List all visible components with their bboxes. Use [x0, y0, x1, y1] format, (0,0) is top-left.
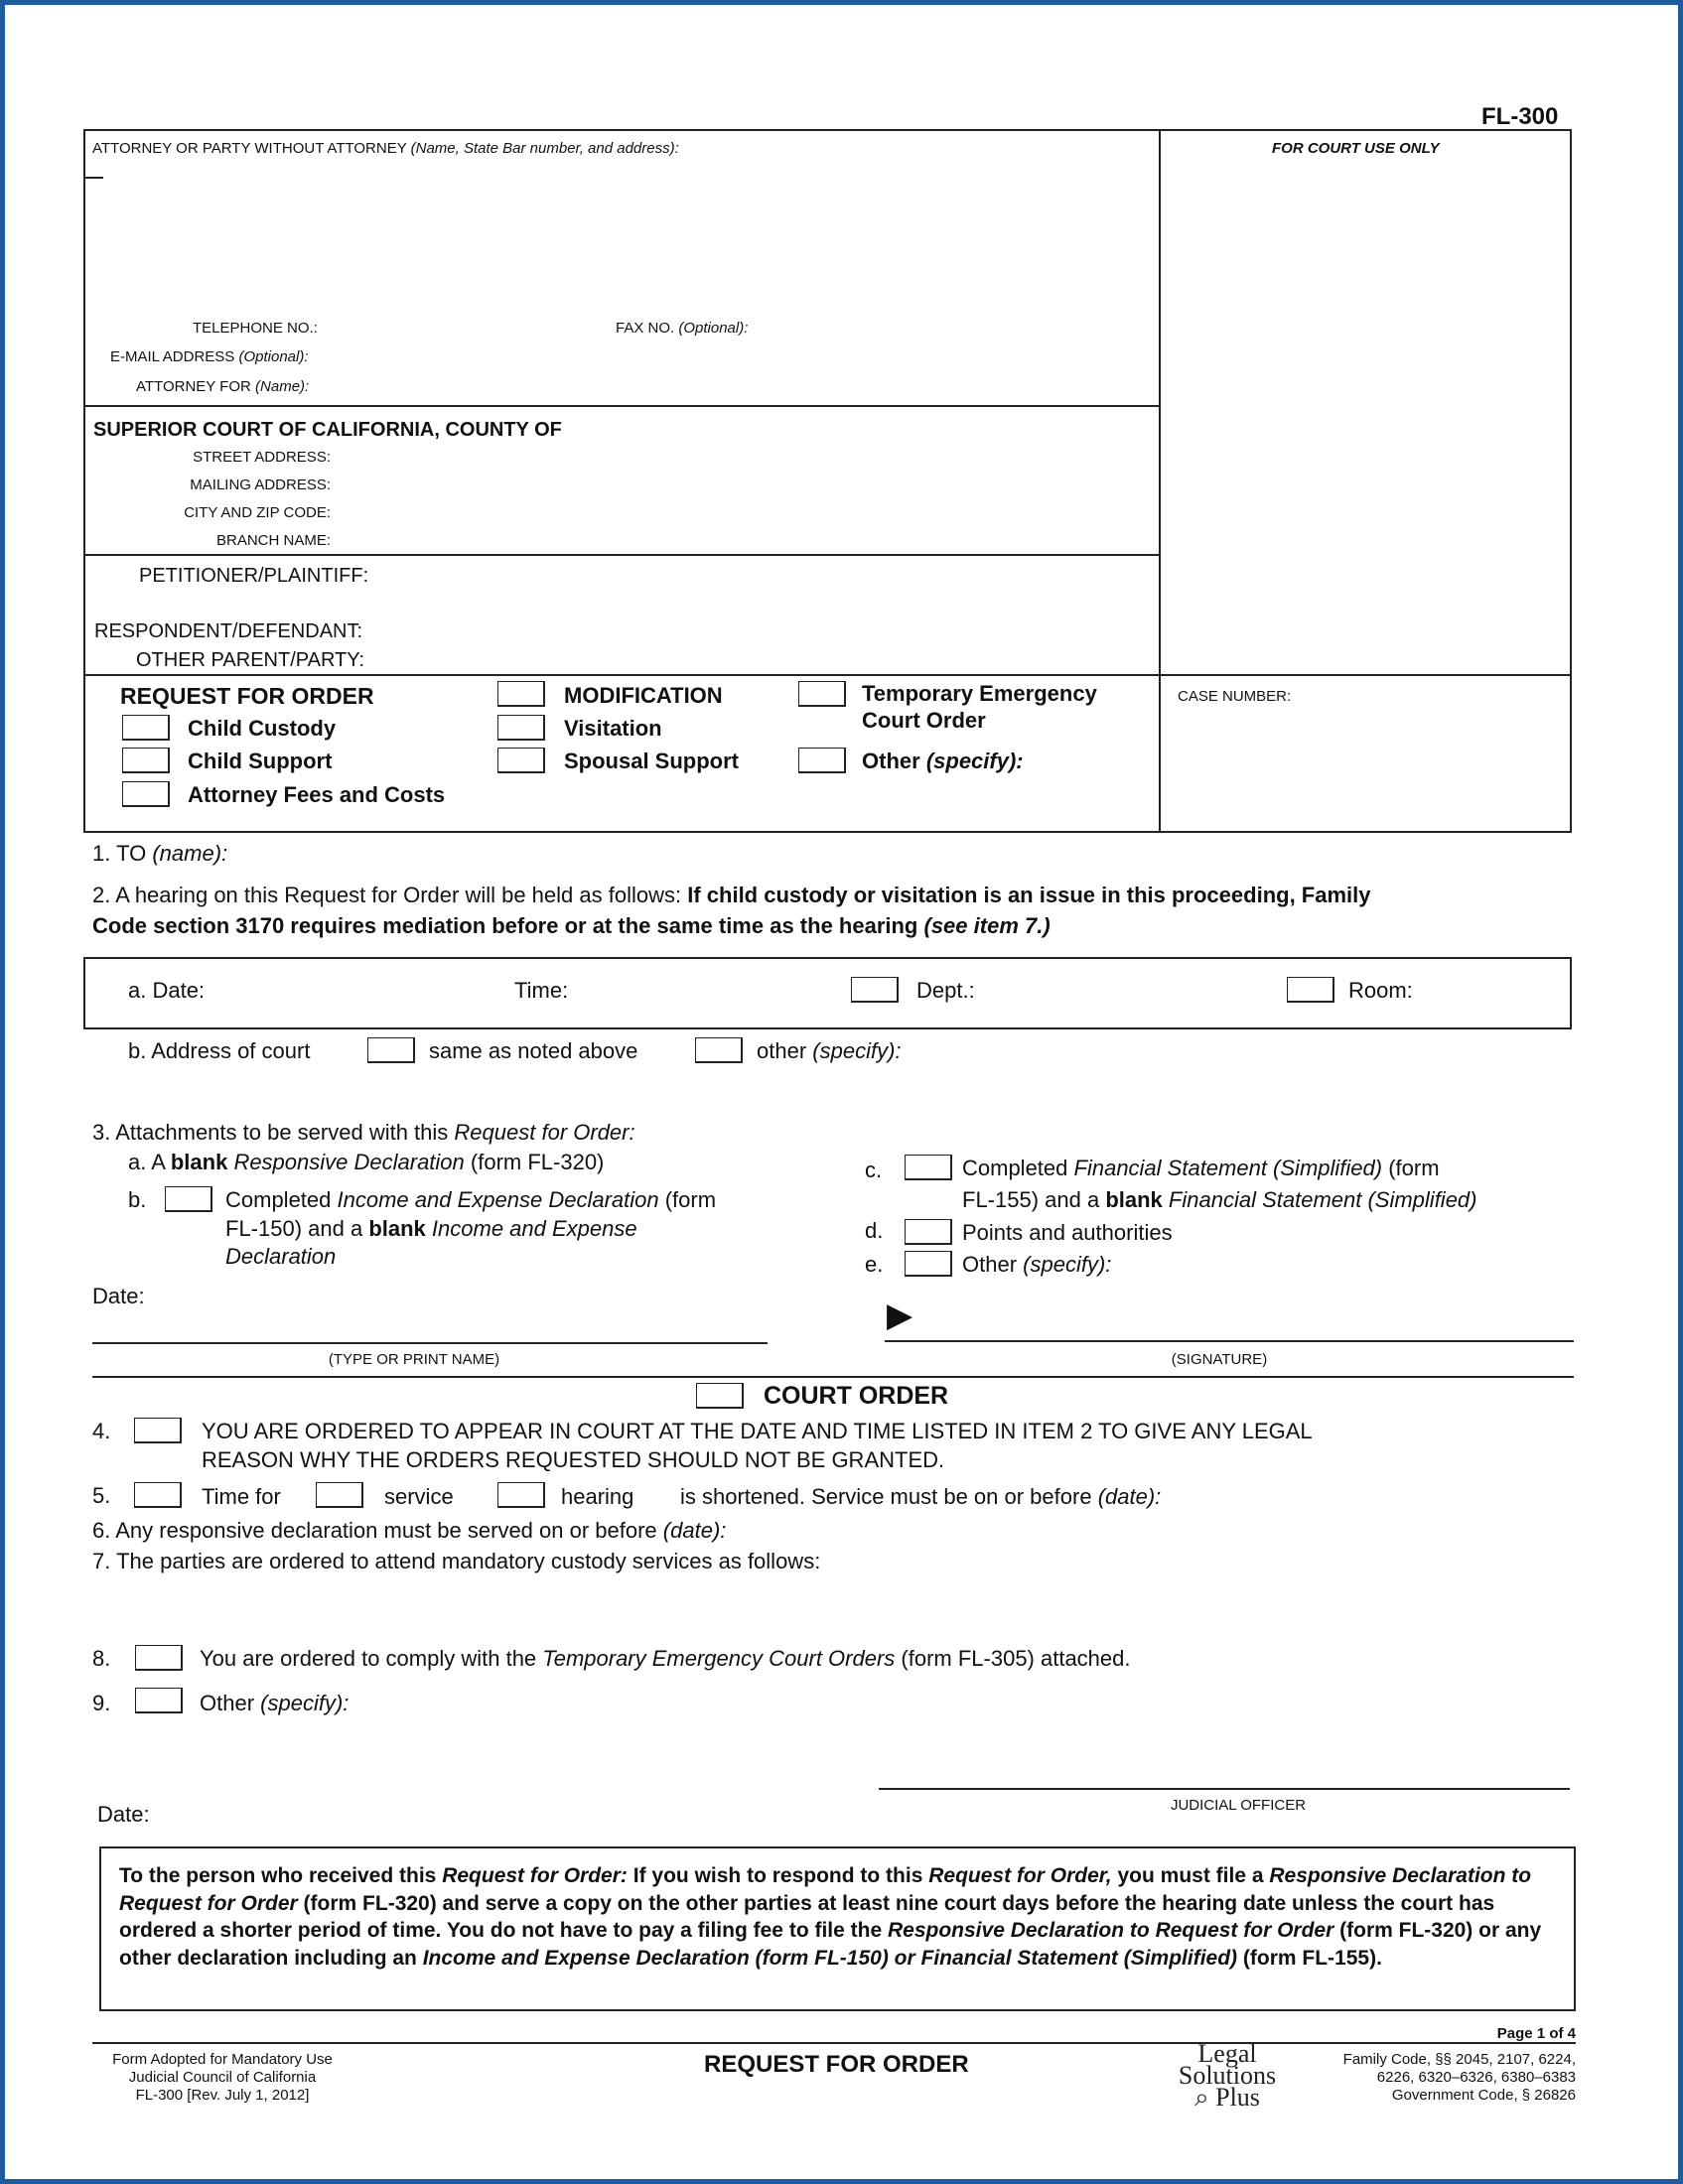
item-3c-letter: c.: [865, 1158, 883, 1182]
temp-emergency-label: Temporary Emergency: [862, 681, 1097, 706]
item-3a: a. A blank Responsive Declaration (form FL-320): [128, 1150, 605, 1174]
case-number-label: CASE NUMBER:: [1178, 688, 1292, 705]
item-8-checkbox[interactable]: [135, 1645, 183, 1671]
divider: [92, 1376, 1574, 1378]
attorney-fees-checkbox[interactable]: [122, 781, 170, 807]
service-label: service: [384, 1484, 454, 1509]
same-address-label: same as noted above: [429, 1038, 638, 1063]
temp-emergency-checkbox[interactable]: [798, 681, 846, 707]
request-title: REQUEST FOR ORDER: [120, 683, 374, 709]
petitioner-label: PETITIONER/PLAINTIFF:: [139, 565, 369, 587]
signature-arrow-icon: ▶: [887, 1297, 913, 1334]
spousal-support-label: Spousal Support: [564, 749, 739, 773]
other-address-label: other (specify):: [757, 1038, 902, 1063]
item-3e-label: Other (specify):: [962, 1252, 1112, 1277]
item-4-line1: YOU ARE ORDERED TO APPEAR IN COURT AT THE DATE AND TIME LISTED IN ITEM 2 TO GIVE ANY LEGAL: [202, 1419, 1313, 1443]
item-3d-checkbox[interactable]: [905, 1219, 952, 1245]
attorney-label: ATTORNEY OR PARTY WITHOUT ATTORNEY (Name, State Bar number, and address):: [92, 140, 679, 157]
form-id: FL-300: [1481, 103, 1559, 130]
item-8-num: 8.: [92, 1646, 111, 1671]
divider: [92, 2042, 1576, 2044]
mailing-label: MAILING ADDRESS:: [190, 477, 331, 493]
hearing-time-label: Time:: [514, 978, 569, 1003]
item-6: 6. Any responsive declaration must be served on or before (date):: [92, 1518, 727, 1543]
telephone-label: TELEPHONE NO.:: [193, 320, 318, 337]
attorney-for-label: ATTORNEY FOR (Name):: [136, 378, 310, 395]
item-4-checkbox[interactable]: [134, 1418, 182, 1443]
item-3e-checkbox[interactable]: [905, 1251, 952, 1277]
child-custody-checkbox[interactable]: [122, 715, 170, 741]
item-9-checkbox[interactable]: [135, 1688, 183, 1713]
branch-label: BRANCH NAME:: [215, 532, 331, 549]
modification-label: MODIFICATION: [564, 683, 723, 708]
other-label: Other (specify):: [862, 749, 1024, 773]
item-3b-letter: b.: [128, 1187, 147, 1212]
item-3d-letter: d.: [865, 1218, 884, 1243]
item-7: 7. The parties are ordered to attend mandatory custody services as follows:: [92, 1549, 821, 1573]
dash: [83, 177, 103, 179]
signature-line[interactable]: [885, 1340, 1574, 1342]
attorney-fees-label: Attorney Fees and Costs: [188, 782, 446, 807]
divider: [1159, 129, 1161, 833]
respondent-label: RESPONDENT/DEFENDANT:: [94, 620, 363, 642]
item-3e-letter: e.: [865, 1252, 884, 1277]
page-number: Page 1 of 4: [1496, 2025, 1576, 2042]
email-label: E-MAIL ADDRESS (Optional):: [110, 348, 309, 365]
item-9-num: 9.: [92, 1691, 111, 1715]
visitation-label: Visitation: [564, 716, 662, 741]
footer-left-1: Form Adopted for Mandatory Use: [112, 2051, 333, 2068]
item-3c-line2: FL-155) and a blank Financial Statement (Simplified): [962, 1187, 1477, 1212]
item-3b-checkbox[interactable]: [165, 1186, 212, 1212]
divider: [83, 405, 1159, 407]
service-checkbox[interactable]: [316, 1482, 363, 1508]
name-line[interactable]: [92, 1342, 768, 1344]
dept-checkbox[interactable]: [851, 977, 899, 1003]
divider: [83, 554, 1159, 556]
item-8-label: You are ordered to comply with the Temporary Emergency Court Orders (form FL-305) attached.: [200, 1646, 1131, 1671]
dept-label: Dept.:: [916, 978, 975, 1003]
child-support-checkbox[interactable]: [122, 748, 170, 773]
item-3c-checkbox[interactable]: [905, 1155, 952, 1180]
street-label: STREET ADDRESS:: [193, 449, 331, 466]
court-order-checkbox[interactable]: [696, 1383, 744, 1409]
item-2-line2: Code section 3170 requires mediation before or at the same time as the hearing (see item 7.): [92, 913, 1051, 938]
judicial-officer-label: JUDICIAL OFFICER: [1170, 1797, 1307, 1814]
room-label: Room:: [1348, 978, 1413, 1003]
item-3b-line3: Declaration: [225, 1244, 337, 1269]
item-4-line2: REASON WHY THE ORDERS REQUESTED SHOULD NOT BE GRANTED.: [202, 1447, 945, 1472]
shortened-label: is shortened. Service must be on or before (date):: [680, 1484, 1162, 1509]
hearing-checkbox[interactable]: [497, 1482, 545, 1508]
court-order-title: COURT ORDER: [764, 1382, 949, 1410]
temp-emergency-label-2: Court Order: [862, 708, 986, 733]
notice-box: To the person who received this Request for Order: If you wish to respond to this Request for Order, you must file a Responsive Declaration to Request for Order (form FL-320) and serve a copy on the other parties at least nine court days before the hearing date unless the court has ordered a shorter period of time. You do not have to pay a filing fee to file the Responsive Declaration to Request for Order (form FL-320) or any other declaration including an Income and Expense Declaration (form FL-150) or Financial Statement (Simplified) (form FL-155).: [99, 1846, 1576, 2011]
visitation-checkbox[interactable]: [497, 715, 545, 741]
address-label: b. Address of court: [128, 1038, 311, 1063]
item-3c-line1: Completed Financial Statement (Simplified) (form: [962, 1156, 1440, 1180]
judicial-officer-line[interactable]: [879, 1788, 1570, 1790]
item-4-num: 4.: [92, 1419, 111, 1443]
item-3b-line1: Completed Income and Expense Declaration (form: [225, 1187, 717, 1212]
legal-solutions-logo: Legal Solutions ⌕ Plus: [1178, 2039, 1277, 2112]
footer-left-2: Judicial Council of California: [128, 2069, 317, 2086]
signature-label: (SIGNATURE): [1171, 1351, 1268, 1368]
room-checkbox[interactable]: [1287, 977, 1334, 1003]
item-3: 3. Attachments to be served with this Request for Order:: [92, 1120, 635, 1145]
child-support-label: Child Support: [188, 749, 333, 773]
modification-checkbox[interactable]: [497, 681, 545, 707]
court-use-label: FOR COURT USE ONLY: [1272, 140, 1440, 157]
court-title: SUPERIOR COURT OF CALIFORNIA, COUNTY OF: [93, 419, 562, 441]
item-2-line1: 2. A hearing on this Request for Order will be held as follows: If child custody or visitation is an issue in this proceeding, Family: [92, 883, 1371, 907]
other-parent-label: OTHER PARENT/PARTY:: [136, 649, 365, 671]
footer-left-3: FL-300 [Rev. July 1, 2012]: [135, 2087, 310, 2104]
item-3d-label: Points and authorities: [962, 1220, 1173, 1245]
footer-right-3: Government Code, § 26826: [1391, 2087, 1576, 2104]
hearing-label: hearing: [561, 1484, 634, 1509]
item-5-num: 5.: [92, 1483, 111, 1508]
city-label: CITY AND ZIP CODE:: [184, 504, 331, 521]
signature-date-label: Date:: [92, 1284, 145, 1308]
order-date-label: Date:: [97, 1802, 150, 1827]
fax-label: FAX NO. (Optional):: [616, 320, 749, 337]
same-address-checkbox[interactable]: [367, 1037, 415, 1063]
item-5-checkbox[interactable]: [134, 1482, 182, 1508]
footer-right-2: 6226, 6320–6326, 6380–6383: [1376, 2069, 1576, 2086]
time-for-label: Time for: [202, 1484, 281, 1509]
other-address-checkbox[interactable]: [695, 1037, 743, 1063]
type-name-label: (TYPE OR PRINT NAME): [328, 1351, 500, 1368]
spousal-support-checkbox[interactable]: [497, 748, 545, 773]
item-1: 1. TO (name):: [92, 841, 228, 866]
child-custody-label: Child Custody: [188, 716, 337, 741]
item-9-label: Other (specify):: [200, 1691, 350, 1715]
divider: [83, 674, 1572, 676]
footer-title: REQUEST FOR ORDER: [704, 2051, 969, 2078]
footer-right-1: Family Code, §§ 2045, 2107, 6224,: [1342, 2051, 1576, 2068]
hearing-date-label: a. Date:: [128, 978, 206, 1003]
item-3b-line2: FL-150) and a blank Income and Expense: [225, 1216, 637, 1241]
other-checkbox[interactable]: [798, 748, 846, 773]
